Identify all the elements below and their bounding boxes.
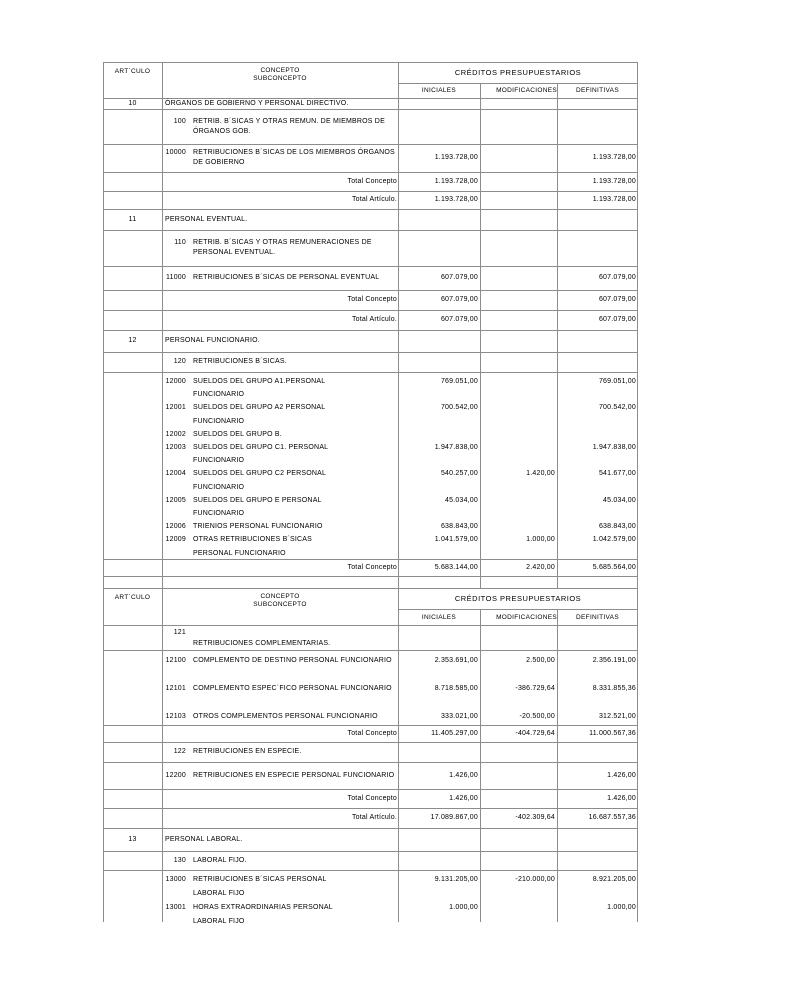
subconcept-text-line1: HORAS EXTRAORDINARIAS PERSONAL (193, 904, 333, 911)
concept-row (103, 742, 638, 762)
total-concepto-row (103, 789, 638, 808)
article-code: 13 (128, 835, 137, 843)
header-definitivas: DEFINITIVAS (576, 613, 619, 621)
definitivas-value: 16.687.557,36 (588, 814, 636, 821)
total-label: Total Concepto (347, 563, 397, 571)
definitivas-value: 11.000.567,36 (589, 729, 636, 737)
iniciales-value: 1.426,00 (449, 771, 478, 779)
subconcept-code: 12002 (165, 430, 186, 438)
subconcept-text: RETRIBUCIONES B´SICAS DE PERSONAL EVENTUAL (193, 274, 380, 281)
subconcept-text-line1: SUELDOS DEL GRUPO A1.PERSONAL (193, 378, 326, 385)
concept-cell (162, 117, 398, 137)
header-subconcepto-line2: SUBCONCEPTO (253, 601, 307, 608)
subconcept-entry (103, 653, 638, 681)
modificaciones-value: -402.309,64 (515, 814, 555, 821)
subconcept-text-line1: SUELDOS DEL GRUPO B. (193, 430, 282, 438)
iniciales-value: 607.079,00 (440, 316, 478, 323)
subconcept-text (193, 520, 398, 533)
concept-cell (162, 627, 398, 649)
total-concepto-row (103, 172, 638, 191)
subconcept-entry (103, 520, 638, 533)
iniciales-value: 1.193.728,00 (434, 154, 478, 161)
concept-cell (162, 357, 398, 367)
total-label: Total Concepto (347, 296, 397, 303)
subconcept-code: 10000 (165, 149, 186, 156)
subconcept-code: 12006 (165, 523, 186, 531)
subconcept-text (193, 494, 398, 520)
concept-row (103, 109, 638, 144)
modificaciones-value: -20.500,00 (519, 713, 555, 720)
modificaciones-value: -386.729,64 (515, 685, 555, 692)
iniciales-value: 5.683.144,00 (434, 563, 478, 571)
concept-code: 121 (173, 628, 186, 636)
iniciales-value: 333.021,00 (440, 713, 478, 720)
subconcept-text-line2: FUNCIONARIO (193, 510, 245, 518)
header-creditos-columns (398, 83, 638, 98)
total-label: Total Artículo. (351, 814, 397, 821)
iniciales-value: 8.718.585,00 (434, 685, 478, 692)
grid-line (103, 576, 638, 577)
definitivas-value: 8.921.205,00 (592, 876, 636, 883)
definitivas-value: 1.193.728,00 (592, 196, 636, 203)
total-label: Total Concepto (347, 794, 397, 802)
subconcept-code: 12003 (165, 444, 186, 452)
concept-text: RETRIBUCIONES B´SICAS. (193, 358, 287, 365)
modificaciones-value: -210.000,00 (515, 876, 555, 883)
definitivas-value: 45.034,00 (603, 496, 636, 504)
iniciales-value: 607.079,00 (440, 296, 478, 303)
article-title: PERSONAL EVENTUAL. (165, 215, 248, 223)
iniciales-value: 1.000,00 (449, 904, 478, 911)
iniciales-value: 1.041.579,00 (434, 536, 478, 544)
subconcept-text: OTROS COMPLEMENTOS PERSONAL FUNCIONARIO (193, 713, 378, 720)
concept-code: 130 (173, 856, 186, 864)
iniciales-value: 45.034,00 (445, 496, 478, 504)
subconcept-entry (103, 375, 638, 401)
header-articulo: ART´CULO (114, 594, 151, 601)
subconcept-code: 12100 (165, 657, 186, 664)
modificaciones-value: 1.420,00 (526, 470, 555, 478)
concept-text-line1: RETRIB. B´SICAS Y OTRAS REMUNERACIONES DE (193, 239, 372, 246)
definitivas-value: 1.193.728,00 (592, 177, 636, 185)
subconcept-text (193, 428, 398, 441)
table-header (103, 588, 638, 625)
header-concepto-line1: CONCEPTO (260, 593, 300, 600)
concept-cell (162, 238, 398, 258)
concept-text (193, 238, 398, 258)
subconcept-code: 12103 (165, 713, 186, 720)
modificaciones-value: 2.420,00 (526, 563, 555, 571)
subconcept-text-line2: FUNCIONARIO (193, 457, 245, 465)
concept-text-line2: PERSONAL EVENTUAL. (193, 249, 276, 256)
concept-code: 120 (173, 358, 186, 365)
definitivas-value: 541.677,00 (598, 470, 636, 478)
subconcept-entry (103, 401, 638, 427)
definitivas-value: 607.079,00 (598, 274, 636, 281)
total-concepto-row (103, 290, 638, 310)
subconcept-code: 12000 (165, 378, 186, 385)
definitivas-value: 8.331.855,36 (592, 685, 636, 692)
subconcept-entry (103, 681, 638, 709)
article-row (103, 828, 638, 851)
subconcept-row (103, 144, 638, 172)
iniciales-value: 607.079,00 (440, 274, 478, 281)
subconcept-code: 11000 (166, 274, 186, 281)
article-code: 12 (128, 337, 137, 344)
iniciales-value: 1.426,00 (449, 794, 478, 802)
subconcept-code: 12200 (165, 771, 186, 779)
definitivas-value: 1.042.579,00 (592, 536, 636, 544)
subconcept-block (103, 870, 638, 925)
modificaciones-value: 1.000,00 (526, 536, 555, 544)
header-modificaciones: MODIFICACIONES (496, 613, 557, 621)
concept-code: 110 (174, 239, 186, 246)
subconcept-code: 12001 (165, 404, 186, 412)
article-row (103, 330, 638, 352)
subconcept-row (103, 762, 638, 789)
subconcept-text-line2: LABORAL FIJO (193, 890, 245, 897)
subconcept-entry (103, 467, 638, 493)
subconcept-text: RETRIBUCIONES EN ESPECIE PERSONAL FUNCIONARIO (193, 771, 395, 779)
header-creditos: CRÉDITOS PRESUPUESTARIOS (454, 594, 582, 603)
definitivas-value: 1.947.838,00 (592, 444, 636, 452)
header-creditos-columns (398, 609, 638, 625)
header-modificaciones: MODIFICACIONES (496, 87, 557, 94)
subconcept-block (103, 372, 638, 559)
budget-table (103, 62, 638, 925)
subconcept-text-line2: FUNCIONARIO (193, 417, 245, 425)
article-row (103, 209, 638, 230)
concept-text-line1: RETRIB. B´SICAS Y OTRAS REMUN. DE MIEMBROS DE (193, 117, 385, 125)
subconcept-text-line2: FUNCIONARIO (193, 483, 245, 491)
total-label: Total Concepto (347, 729, 397, 737)
subconcept-text: COMPLEMENTO ESPEC´FICO PERSONAL FUNCIONARIO (193, 685, 392, 692)
concept-text: LABORAL FIJO. (193, 856, 247, 864)
subconcept-code: 12009 (165, 536, 186, 544)
table-header (103, 62, 638, 98)
article-title: ÓRGANOS DE GOBIERNO Y PERSONAL DIRECTIVO. (165, 99, 349, 107)
subconcept-text-line2: DE GOBIERNO (193, 159, 245, 166)
total-articulo-row (103, 191, 638, 209)
subconcept-cell (162, 771, 398, 781)
definitivas-value: 1.426,00 (607, 794, 636, 802)
header-definitivas: DEFINITIVAS (576, 87, 619, 94)
definitivas-value: 1.000,00 (607, 904, 636, 911)
header-iniciales: INICIALES (421, 87, 457, 94)
subconcept-block (103, 650, 638, 725)
subconcept-code: 13000 (165, 876, 186, 883)
total-label: Total Concepto (347, 177, 397, 185)
article-code: 10 (128, 99, 137, 107)
concept-row (103, 230, 638, 266)
subconcept-entry (103, 873, 638, 901)
subconcept-text: COMPLEMENTO DE DESTINO PERSONAL FUNCIONARIO (193, 657, 392, 664)
subconcept-text (193, 148, 398, 168)
subconcept-text (193, 467, 398, 493)
subconcept-text-line1: SUELDOS DEL GRUPO A2 PERSONAL (193, 404, 326, 412)
definitivas-value: 1.193.728,00 (592, 154, 636, 161)
concept-row (103, 352, 638, 372)
modificaciones-value: 2.500,00 (526, 657, 555, 664)
subconcept-entry (103, 441, 638, 467)
iniciales-value: 1.193.728,00 (434, 196, 478, 203)
concept-row (103, 625, 638, 650)
article-row (103, 98, 638, 109)
subconcept-text (193, 441, 398, 467)
header-concepto (162, 588, 398, 625)
subconcept-entry (103, 428, 638, 441)
subconcept-code: 13001 (165, 904, 186, 911)
definitivas-value: 769.051,00 (598, 378, 636, 385)
iniciales-value: 540.257,00 (440, 470, 478, 478)
subconcept-text-line1: TRIENIOS PERSONAL FUNCIONARIO (193, 523, 323, 531)
iniciales-value: 1.947.838,00 (434, 444, 478, 452)
subconcept-entry (103, 494, 638, 520)
subconcept-entry (103, 533, 638, 559)
definitivas-value: 607.079,00 (598, 316, 636, 323)
subconcept-text-line1: SUELDOS DEL GRUPO C1. PERSONAL (193, 444, 329, 452)
subconcept-entry (103, 901, 638, 929)
subconcept-code: 12101 (165, 685, 186, 692)
subconcept-text-line1: OTRAS RETRIBUCIONES B´SICAS (193, 536, 312, 544)
concept-code: 122 (173, 748, 186, 755)
subconcept-code: 12005 (165, 496, 186, 504)
header-creditos-group (398, 62, 638, 98)
header-subconcepto-line2: SUBCONCEPTO (253, 75, 307, 82)
definitivas-value: 2.356.191,00 (592, 657, 636, 664)
iniciales-value: 2.353.691,00 (434, 657, 478, 664)
concept-text (193, 117, 398, 137)
subconcept-text (193, 873, 398, 901)
header-concepto-line1: CONCEPTO (260, 67, 300, 74)
definitivas-value: 312.521,00 (598, 713, 636, 720)
concept-row (103, 851, 638, 870)
iniciales-value: 9.131.205,00 (434, 876, 478, 883)
subconcept-text (193, 901, 398, 929)
definitivas-value: 607.079,00 (598, 296, 636, 303)
total-label: Total Artículo. (351, 316, 397, 323)
subconcept-text (193, 375, 398, 401)
header-creditos-group (398, 588, 638, 625)
concept-cell (162, 856, 398, 866)
subconcept-text-line2: FUNCIONARIO (193, 391, 245, 399)
subconcept-text-line1: RETRIBUCIONES B´SICAS PERSONAL (193, 876, 327, 883)
total-articulo-row (103, 808, 638, 828)
header-iniciales: INICIALES (421, 613, 457, 621)
subconcept-text-line2: PERSONAL FUNCIONARIO (193, 549, 286, 557)
subconcept-text (193, 533, 398, 559)
article-title: PERSONAL FUNCIONARIO. (165, 337, 260, 344)
iniciales-value: 638.843,00 (440, 523, 478, 531)
header-creditos: CRÉDITOS PRESUPUESTARIOS (454, 68, 582, 77)
total-label: Total Artículo. (351, 196, 397, 203)
header-concepto (162, 62, 398, 98)
subconcept-code: 12004 (165, 470, 186, 478)
subconcept-text-line2: LABORAL FIJO (193, 918, 245, 925)
iniciales-value: 700.542,00 (440, 404, 478, 412)
iniciales-value: 17.089.867,00 (430, 814, 478, 821)
iniciales-value: 1.193.728,00 (434, 177, 478, 185)
header-articulo: ART´CULO (114, 68, 151, 75)
concept-text: RETRIBUCIONES COMPLEMENTARIAS. (193, 639, 331, 647)
definitivas-value: 700.542,00 (598, 404, 636, 412)
iniciales-value: 769.051,00 (440, 378, 478, 385)
subconcept-text-line1: SUELDOS DEL GRUPO C2 PERSONAL (193, 470, 327, 478)
subconcept-row (103, 266, 638, 290)
subconcept-cell (162, 148, 398, 168)
total-articulo-row (103, 310, 638, 330)
concept-text-line2: ÓRGANOS GOB. (193, 127, 251, 135)
article-code: 11 (128, 215, 137, 223)
definitivas-value: 5.685.564,00 (592, 563, 636, 571)
total-concepto-row (103, 725, 638, 742)
subconcept-text-line1: SUELDOS DEL GRUPO E PERSONAL (193, 496, 322, 504)
total-concepto-row (103, 559, 638, 576)
concept-cell (162, 747, 398, 757)
definitivas-value: 638.843,00 (598, 523, 636, 531)
subconcept-text-line1: RETRIBUCIONES B´SICAS DE LOS MIEMBROS ÓRGANOS (193, 149, 395, 156)
concept-text: RETRIBUCIONES EN ESPECIE. (193, 748, 302, 755)
iniciales-value: 11.405.297,00 (431, 729, 478, 737)
subconcept-cell (162, 273, 398, 283)
subconcept-text (193, 401, 398, 427)
article-title: PERSONAL LABORAL. (165, 835, 243, 843)
definitivas-value: 1.426,00 (607, 771, 636, 779)
concept-code: 100 (173, 117, 186, 125)
modificaciones-value: -404.729,64 (515, 729, 555, 737)
